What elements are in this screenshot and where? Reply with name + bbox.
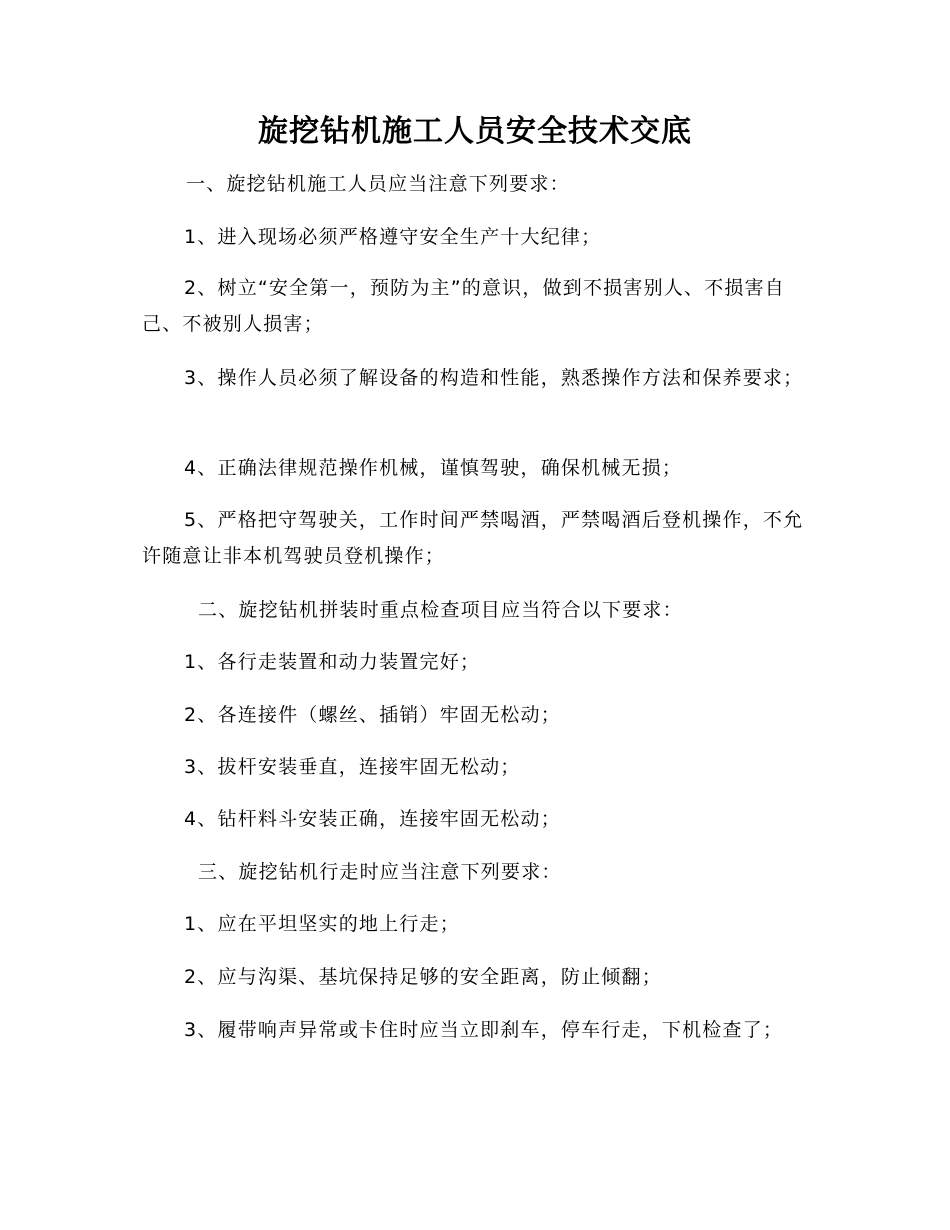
list-item: 1、各行走装置和动力装置完好； [184, 651, 481, 673]
list-item: 2、树立“安全第一，预防为主”的意识，做到不损害别人、不损害自己、不被别人损害； [142, 277, 785, 335]
list-item: 3、拔杆安装垂直，连接牢固无松动； [184, 756, 521, 778]
list-item: 5、严格把守驾驶关，工作时间严禁喝酒，严禁喝酒后登机操作，不允许随意让非本机驾驶员登机操作； [142, 509, 804, 567]
list-item: 1、应在平坦坚实的地上行走； [184, 913, 460, 935]
list-item: 4、正确法律规范操作机械，谨慎驾驶，确保机械无损； [184, 457, 683, 479]
list-item: 1、进入现场必须严格遵守安全生产十大纪律； [184, 226, 602, 248]
section-heading-2: 二、旋挖钻机拼装时重点检查项目应当符合以下要求： [198, 599, 683, 621]
list-item: 3、操作人员必须了解设备的构造和性能，熟悉操作方法和保养要求； [184, 367, 804, 389]
section-heading-1: 一、旋挖钻机施工人员应当注意下列要求： [186, 173, 570, 195]
section-heading-3: 三、旋挖钻机行走时应当注意下列要求： [198, 861, 562, 883]
list-item: 2、各连接件（螺丝、插销）牢固无松动； [184, 704, 561, 726]
document-title: 旋挖钻机施工人员安全技术交底 [258, 114, 692, 149]
list-item: 4、钻杆料斗安装正确，连接牢固无松动； [184, 808, 561, 830]
list-item: 2、应与沟渠、基坑保持足够的安全距离，防止倾翻； [184, 966, 662, 988]
list-item: 3、履带响声异常或卡住时应当立即刹车，停车行走，下机检查了； [184, 1019, 784, 1041]
